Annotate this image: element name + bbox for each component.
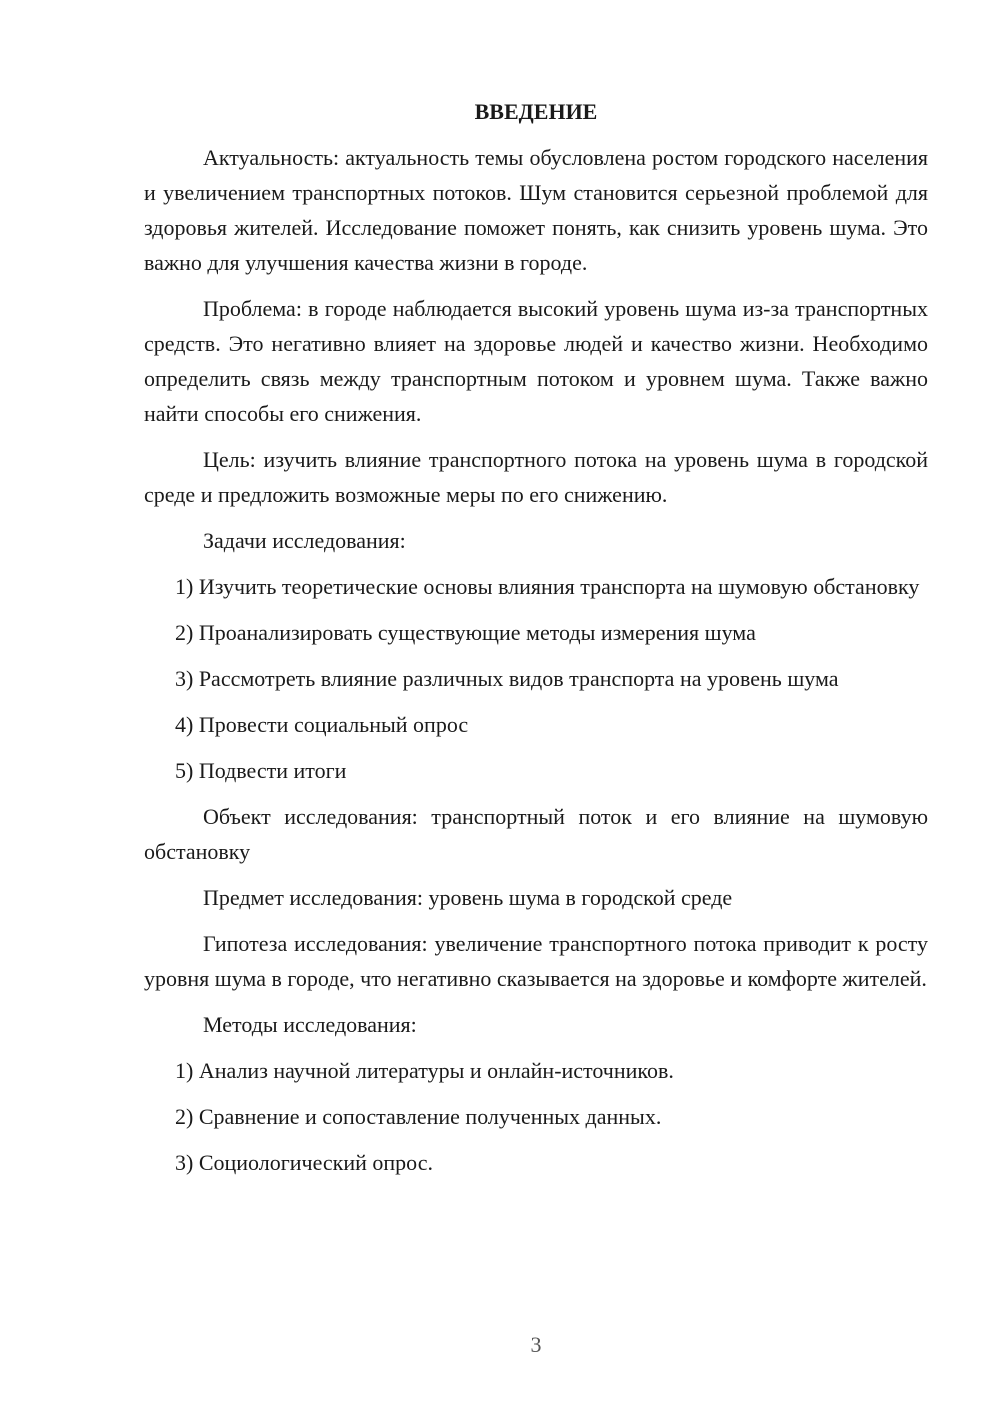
tasks-heading: Задачи исследования: [203, 528, 406, 553]
subject-paragraph: Предмет исследования: уровень шума в городской среде [203, 885, 733, 910]
method-item: 2) Сравнение и сопоставление полученных данных. [175, 1104, 662, 1129]
problem-paragraph: Проблема: в городе наблюдается высокий уровень шума из-за транспортных средств. Это негативно влияет на здоровье людей и качество жизни. Необходимо определить связь между транспортным потоком и уровнем шума. Также важно найти способы его снижения. [144, 296, 928, 426]
document-page [144, 94, 928, 1191]
method-item: 3) Социологический опрос. [175, 1150, 433, 1175]
object-paragraph: Объект исследования: транспортный поток и его влияние на шумовую обстановку [144, 804, 928, 864]
task-item: 1) Изучить теоретические основы влияния транспорта на шумовую обстановку [175, 574, 920, 599]
task-item: 3) Рассмотреть влияние различных видов транспорта на уровень шума [175, 666, 839, 691]
page-number: 3 [530, 1332, 542, 1357]
task-item: 2) Проанализировать существующие методы измерения шума [175, 620, 756, 645]
methods-heading: Методы исследования: [203, 1012, 417, 1037]
task-item: 5) Подвести итоги [175, 758, 347, 783]
section-title: ВВЕДЕНИЕ [474, 99, 598, 124]
hypothesis-paragraph: Гипотеза исследования: увеличение транспортного потока приводит к росту уровня шума в городе, что негативно сказывается на здоровье и комфорте жителей. [144, 931, 928, 991]
goal-paragraph: Цель: изучить влияние транспортного потока на уровень шума в городской среде и предложить возможные меры по его снижению. [144, 447, 928, 507]
task-item: 4) Провести социальный опрос [175, 712, 469, 737]
relevance-paragraph: Актуальность: актуальность темы обусловлена ростом городского населения и увеличением транспортных потоков. Шум становится серьезной проблемой для здоровья жителей. Исследование поможет понять, как снизить уровень шума. Это важно для улучшения качества жизни в городе. [144, 145, 928, 275]
method-item: 1) Анализ научной литературы и онлайн-источников. [175, 1058, 674, 1083]
